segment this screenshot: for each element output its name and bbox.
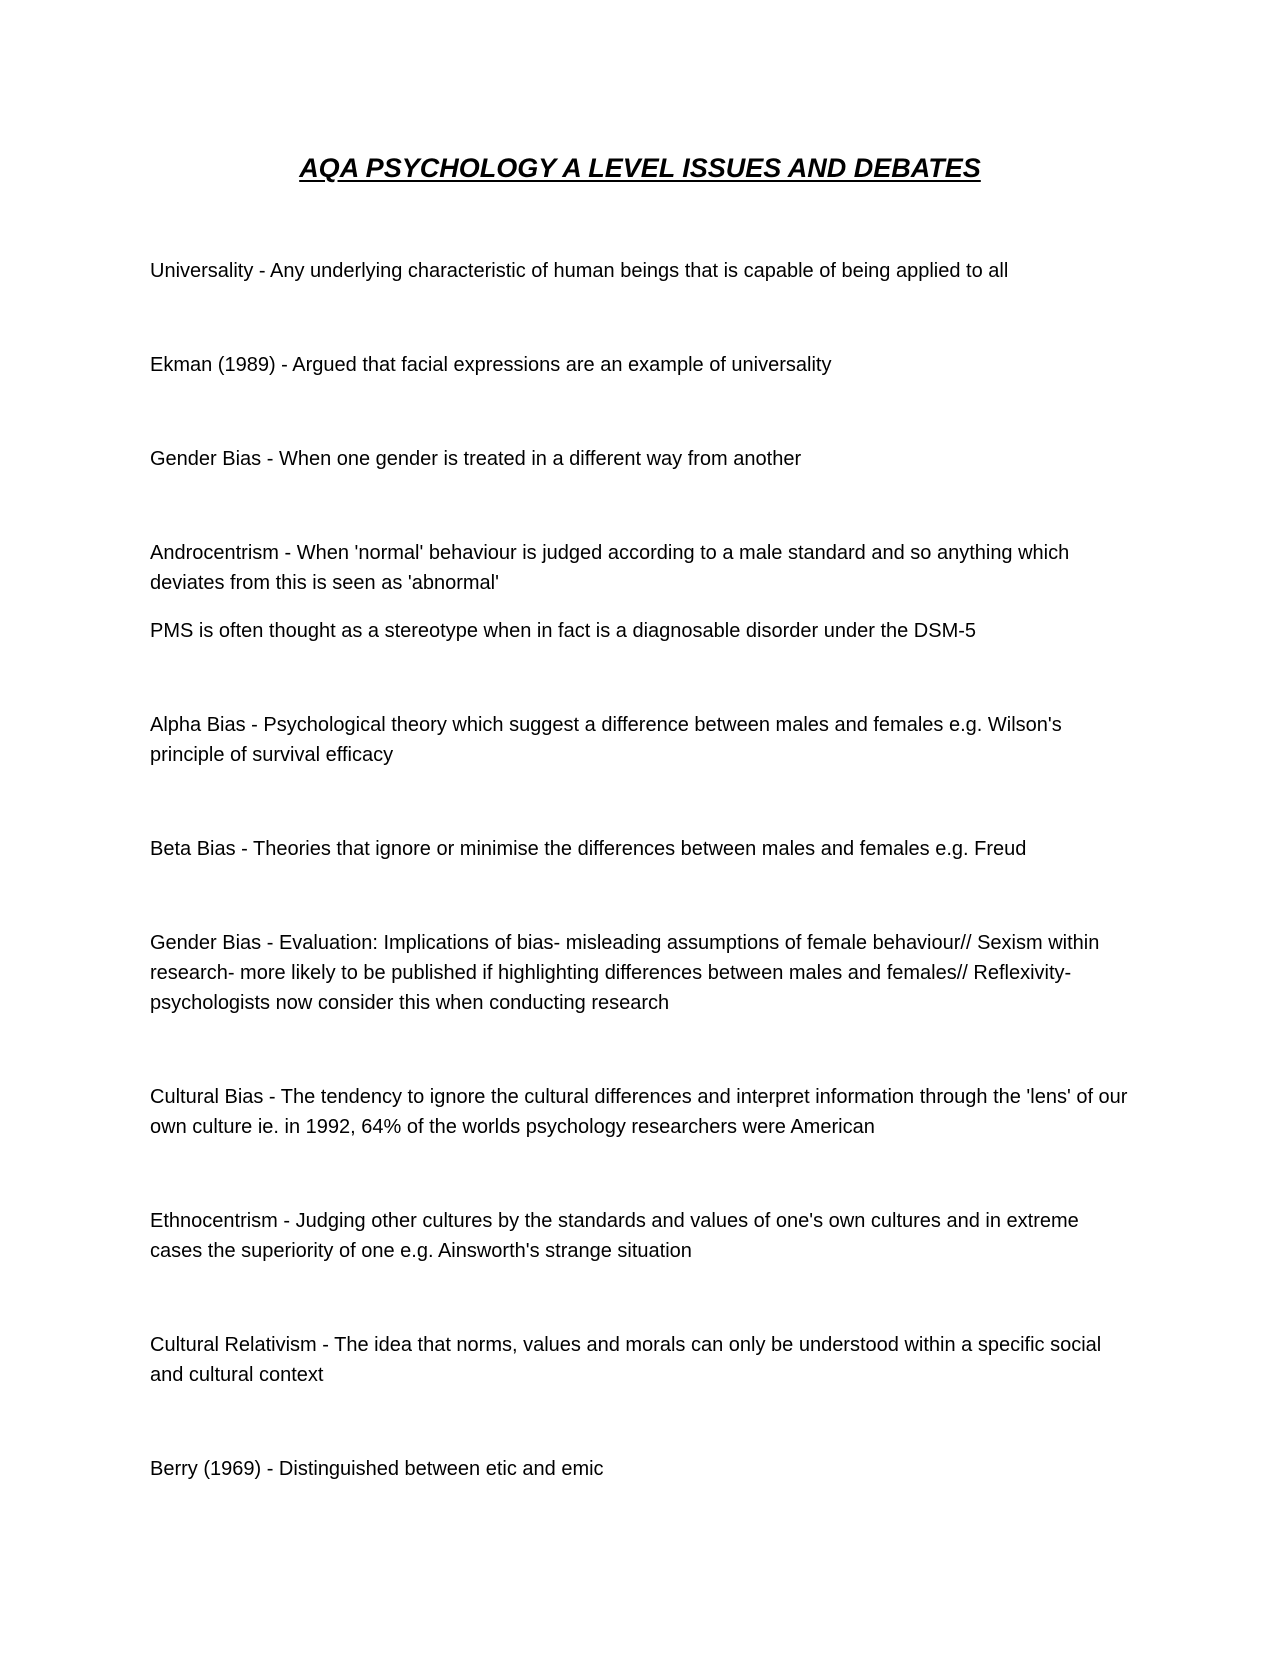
entry-ethnocentrism: Ethnocentrism - Judging other cultures by the standards and values of one's own cultures and in extreme cases the superiority of one e.g. Ainsworth's strange situation (150, 1210, 1079, 1262)
entry-androcentrism: Androcentrism - When 'normal' behaviour is judged according to a male standard and so anything which deviates from this is seen as 'abnormal' (150, 542, 1070, 594)
entry-gender-bias-evaluation: Gender Bias - Evaluation: Implications of bias- misleading assumptions of female behaviour// Sexism within research- more likely to be published if highlighting differences between males and females// Reflexivity- psychologists now consider this when conducting research (150, 932, 1100, 1014)
entry-ekman: Ekman (1989) - Argued that facial expressions are an example of universality (150, 354, 832, 376)
document-title: AQA PSYCHOLOGY A LEVEL ISSUES AND DEBATES (299, 153, 981, 183)
entry-beta-bias: Beta Bias - Theories that ignore or minimise the differences between males and females e.g. Freud (150, 838, 1027, 860)
entry-cultural-relativism: Cultural Relativism - The idea that norms, values and morals can only be understood within a specific social and cultural context (150, 1334, 1102, 1386)
entry-gender-bias: Gender Bias - When one gender is treated in a different way from another (150, 448, 802, 470)
entry-alpha-bias: Alpha Bias - Psychological theory which suggest a difference between males and females e.g. Wilson's principle of survival efficacy (150, 714, 1062, 766)
entry-cultural-bias: Cultural Bias - The tendency to ignore the cultural differences and interpret information through the 'lens' of our own culture ie. in 1992, 64% of the worlds psychology researchers were American (150, 1086, 1128, 1138)
entry-universality: Universality - Any underlying characteristic of human beings that is capable of being applied to all (150, 260, 1009, 282)
entry-pms: PMS is often thought as a stereotype when in fact is a diagnosable disorder under the DSM-5 (150, 620, 977, 642)
entry-list (150, 256, 1130, 1484)
entry-berry: Berry (1969) - Distinguished between etic and emic (150, 1458, 604, 1480)
